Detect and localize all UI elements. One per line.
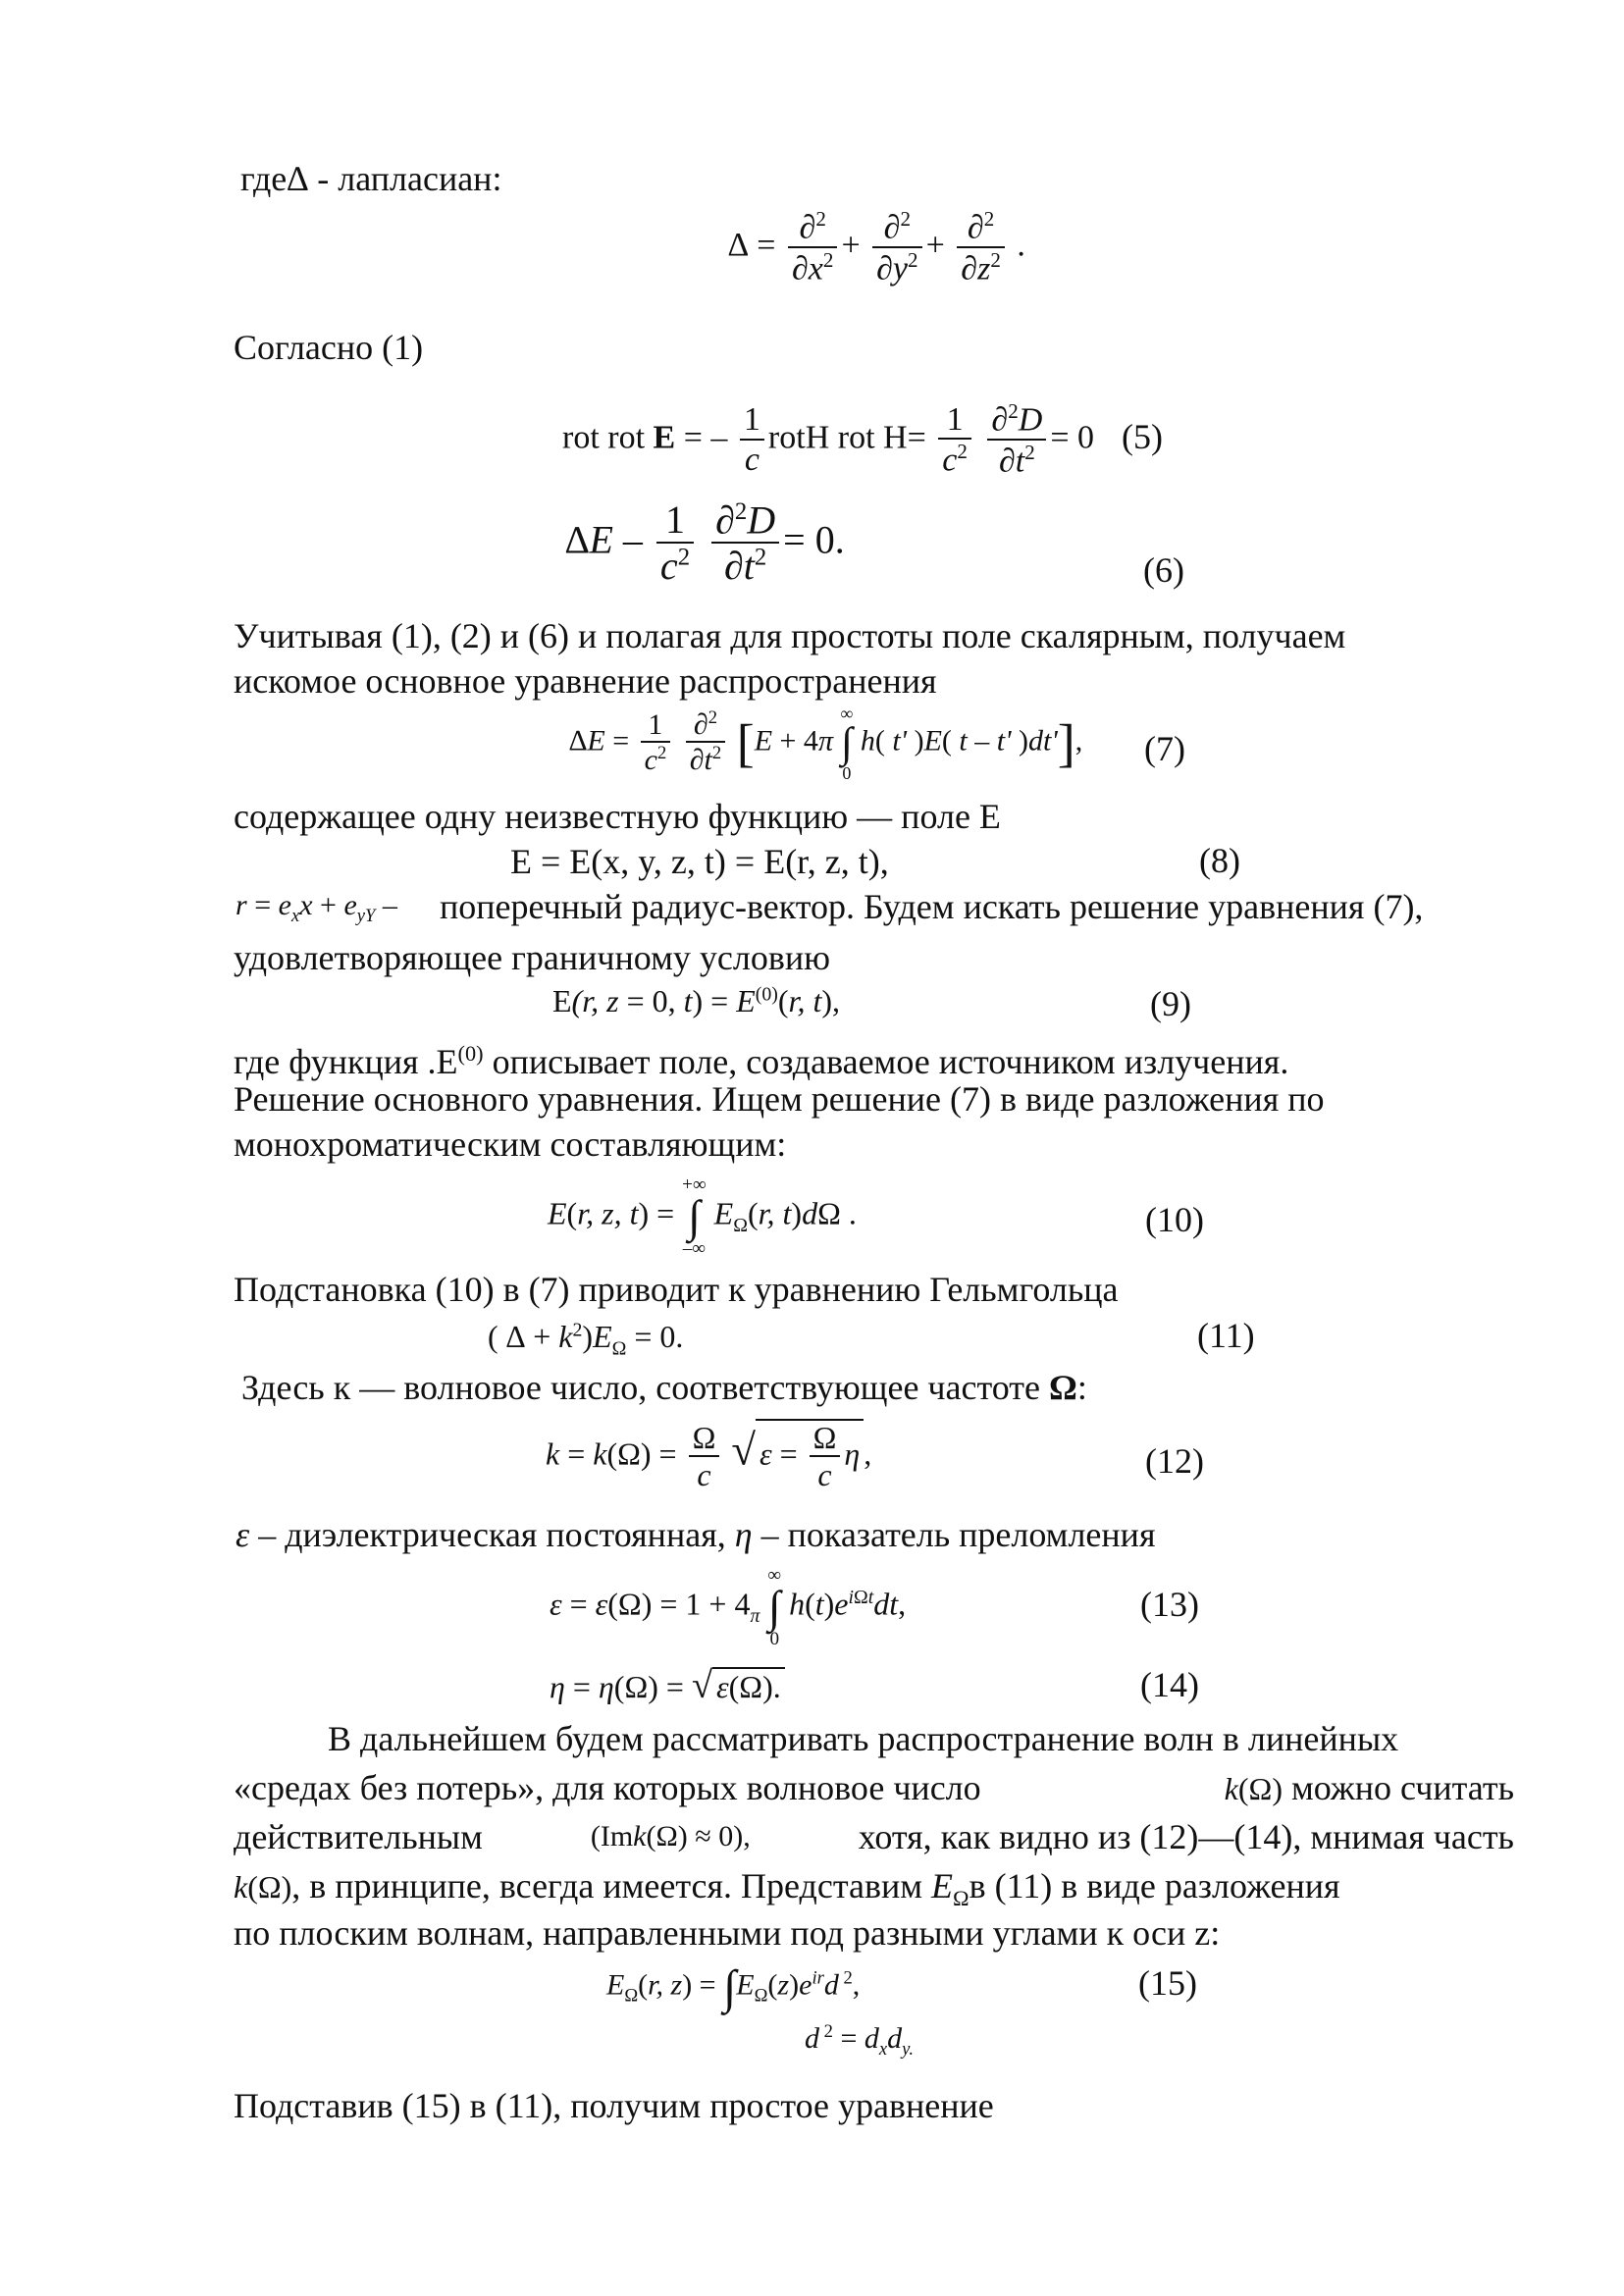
always-present-text: , в принципе, всегда имеется. Представим — [291, 1866, 923, 1905]
text-line-source-field — [234, 1032, 1288, 1083]
text-line-solution — [234, 1077, 1514, 1121]
equation-number-11: (11) — [1197, 1316, 1255, 1355]
equation-refraction-14: η = η(Ω) = √ ε(Ω). — [550, 1664, 785, 1707]
equation-wave-6: ∆E – $\frac{1}{c^2}$ $\frac{\partial^2D}{\partial t^2}$ = 0. — [565, 497, 845, 589]
equation-number-14: (14) — [1140, 1665, 1199, 1704]
equation-rot-rot: rot rot E = – $\frac{1}{c}$ rotH rot H= $\frac{1}{c^2}$ $\frac{\partial^2D}{\partial t^2}$ = 0 — [562, 399, 1094, 480]
equation-dielectric-13: $\varepsilon = \varepsilon(\Omega) = 1 + 4_\pi$ ∞ ∫ 0 $h(t)e^{i\Omega t}dt$, — [550, 1565, 907, 1650]
rot-mid-text: rotH rot H= — [767, 419, 926, 456]
equation-number-10: (10) — [1145, 1200, 1204, 1239]
text-line-substituting: Подставив (15) в (11), получим простое уравнение — [234, 2086, 994, 2125]
source-field-suffix: описывает поле, создаваемое источником излучения. — [483, 1042, 1289, 1081]
equation-number-9: (9) — [1150, 984, 1191, 1023]
text-line-boundary-condition: удовлетворяющее граничному условию — [234, 938, 830, 977]
wave-number-text: Здесь к — волновое число, соответствующее частоте — [241, 1368, 1040, 1407]
text-line-wave-number: Здесь к — волновое число, соответствующее частоте Ω: — [241, 1368, 1087, 1407]
text-line-lossless: «средах без потерь», для которых волновое число k(Ω) можно считать — [234, 1766, 1514, 1810]
equation-number-15: (15) — [1138, 1963, 1197, 2003]
text-line-laplacian-intro: где∆ - лапласиан: — [240, 159, 502, 198]
rot-left-text: rot rot — [562, 419, 646, 456]
text-line-radius-vector: поперечный радиус-вектор. Будем искать решение уравнения (7), — [440, 887, 1424, 926]
refraction-text: – показатель преломления — [760, 1515, 1156, 1554]
equation-differential: d $^2 = d_xd_{y.}$ — [805, 2021, 915, 2060]
equation-number-6: (6) — [1143, 550, 1184, 590]
further-text: В дальнейшем будем рассматривать распространение волн в линейных — [328, 1719, 1399, 1758]
equation-laplacian: ∆ = $\frac{\partial^2}{\partial x^2}$ + $\frac{\partial^2}{\partial y^2}$ + $\frac{\partial^2}{\partial z^2}$ . — [728, 207, 1025, 287]
text-line-monochromatic: монохроматическим составляющим: — [234, 1124, 787, 1164]
text-line-real: действительным (Imk(Ω) ≈ 0), хотя, как видно из (12)—(14), мнимая часть — [234, 1817, 1514, 1856]
considering-text: Учитывая (1), (2) и (6) и полагая для простоты поле скалярным, получаем — [234, 616, 1346, 655]
equation-main-7: ∆E = $\frac{1}{c^2}$ $\frac{\partial^2}{\partial t^2}$ [E + 4π ∞ ∫ 0 h( t' )E( t – t' )dt'], — [569, 704, 1083, 784]
can-consider-text: можно считать — [1290, 1768, 1514, 1807]
equation-boundary-9: E(r, z = 0, $t) = E^{(0)}(r$, t), — [552, 983, 840, 1018]
equation-number-8: (8) — [1199, 841, 1240, 880]
source-field-prefix: где функция .E — [234, 1042, 458, 1081]
equation-number-13: (13) — [1140, 1585, 1199, 1624]
text-line-considering — [234, 614, 1514, 657]
lossless-text: «средах без потерь», для которых волновое число — [234, 1768, 981, 1807]
dielectric-text: – диэлектрическая постоянная, — [258, 1515, 726, 1554]
equation-helmholtz-11: ( ∆ + $k^2)E_\Omega = 0$. — [488, 1319, 684, 1360]
text-line-substitution: Подстановка (10) в (7) приводит к уравнению Гельмгольца — [234, 1270, 1119, 1309]
equation-expansion-10: E(r, z, t) = +∞ ∫ –∞ $E_\Omega(r$, t)dΩ . — [548, 1174, 857, 1260]
source-field-sup: (0) — [457, 1041, 484, 1066]
imaginary-part-text: хотя, как видно из (12)—(14), мнимая часть — [858, 1817, 1514, 1856]
real-text: действительным — [234, 1817, 483, 1856]
equation-plane-wave-15: $E_\Omega(r$, $z) = \int E_\Omega(z)e^{ir}d$ $^2$, — [606, 1961, 861, 2013]
equation-radius-vector: $r = e_xx + e_{yY}$ – — [236, 889, 397, 926]
expand-text: в (11) в виде разложения — [969, 1866, 1340, 1905]
equation-field-8: E = E(x, y, z, t) = E(r, z, t), — [510, 842, 889, 881]
text-line-always-present: k(Ω), в принципе, всегда имеется. Представим $E_\Omega в$ (11) в виде разложения — [234, 1866, 1340, 1911]
solution-text: Решение основного уравнения. Ищем решение (7) в виде разложения по — [234, 1079, 1325, 1119]
text-line-according: Согласно (1) — [234, 328, 424, 367]
text-line-further — [328, 1717, 1514, 1760]
text-line-containing: содержащее одну неизвестную функцию — поле E — [234, 797, 1001, 836]
equation-wave-number-12: k = k(Ω) = $\frac{\Omega}{c}$ √ ε = $\frac{\Omega}{c}$ η , — [546, 1420, 872, 1493]
boundary-e-label: E — [552, 983, 572, 1018]
text-line-main-equation-intro: искомое основное уравнение распространения — [234, 661, 937, 701]
text-line-plane-waves: по плоским волнам, направленными под разными углами к оси z: — [234, 1913, 1221, 1953]
text-line-dielectric: ε – диэлектрическая постоянная, η – показатель преломления — [236, 1515, 1156, 1554]
equation-number-5: (5) — [1122, 417, 1163, 456]
equation-number-12: (12) — [1145, 1441, 1204, 1481]
equation-number-7: (7) — [1144, 729, 1185, 768]
